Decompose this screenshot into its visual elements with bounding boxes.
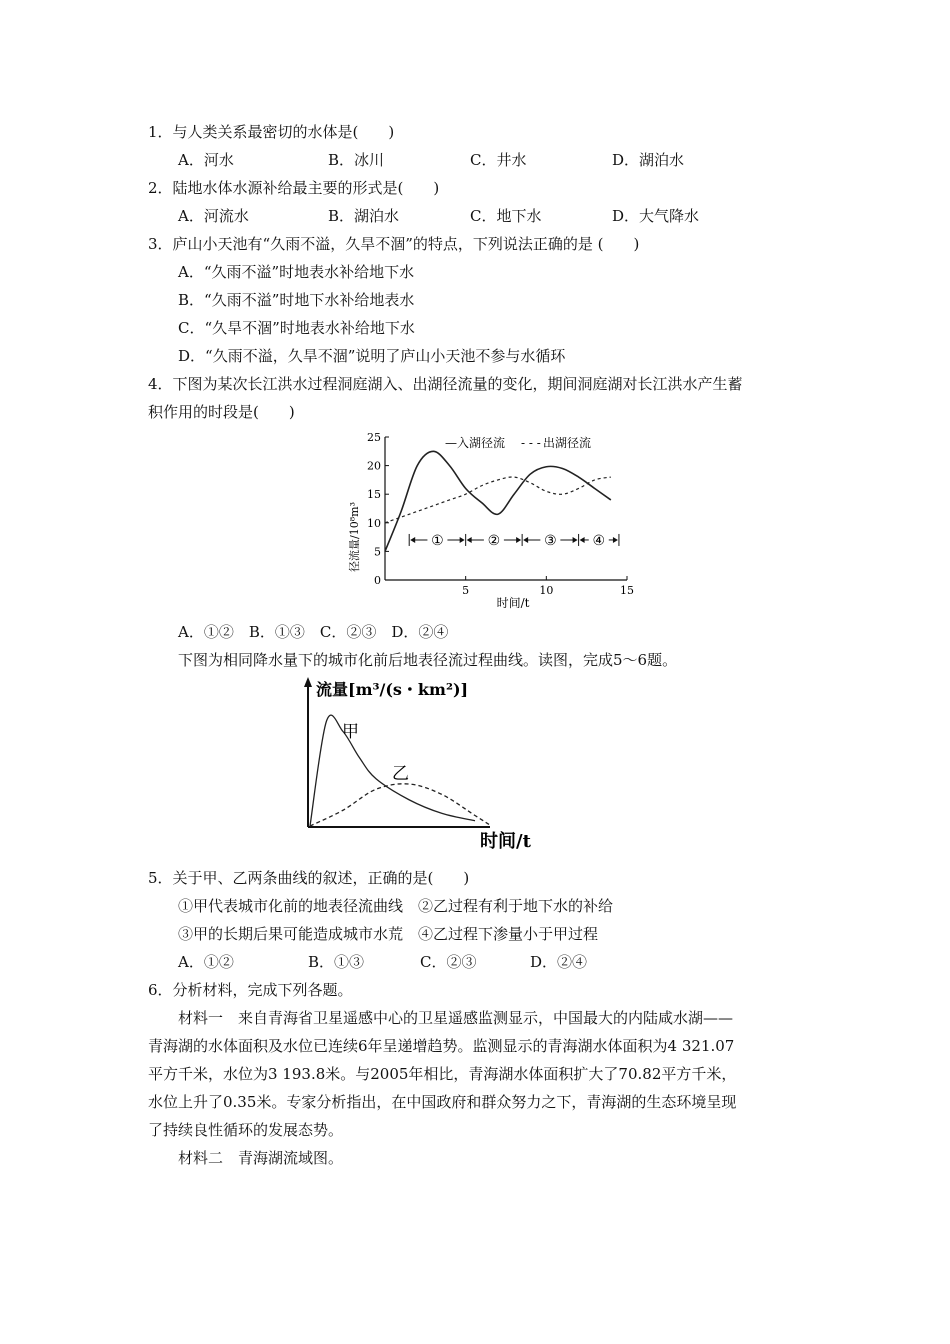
q2-option-a: A．河流水 <box>178 207 249 225</box>
y-tick-label: 25 <box>367 431 381 444</box>
q1-option-b: B．冰川 <box>328 151 385 169</box>
q1-option-c: C．井水 <box>470 151 527 169</box>
q2-option-c: C．地下水 <box>470 207 542 225</box>
y-tick-label: 10 <box>367 516 381 530</box>
x-tick-label: 15 <box>620 584 634 597</box>
material1-line1: 材料一 来自青海省卫星遥感中心的卫星遥感监测显示，中国最大的内陆咸水湖—— <box>178 1009 734 1027</box>
q5-statements-2: ③甲的长期后果可能造成城市水荒 ④乙过程下渗量小于甲过程 <box>178 925 599 943</box>
q4-options: A．①② B．①③ C．②③ D．②④ <box>178 623 449 641</box>
q3-stem: 3．庐山小天池有“久雨不溢，久旱不涸”的特点，下列说法正确的是 ( ) <box>148 235 640 253</box>
period-arrowhead <box>467 537 472 543</box>
q4-stem-line1: 4．下图为某次长江洪水过程洞庭湖入、出湖径流量的变化，期间洞庭湖对长江洪水产生蓄 <box>148 375 743 393</box>
x-tick-label: 5 <box>462 584 470 597</box>
time-axis-label: 时间/t <box>480 831 531 852</box>
legend-inflow: —入湖径流 <box>445 436 506 450</box>
material1-line4: 水位上升了0.35米。专家分析指出，在中国政府和群众努力之下，青海湖的生态环境呈现 <box>148 1093 737 1111</box>
q5-option-a: A．①② <box>178 953 234 971</box>
runoff-chart <box>345 425 645 615</box>
material2: 材料二 青海湖流域图。 <box>178 1149 344 1167</box>
period-label: ④ <box>592 532 606 549</box>
period-arrowhead <box>523 537 528 543</box>
intro-q5-6: 下图为相同降水量下的城市化前后地表径流过程曲线。读图，完成5～6题。 <box>178 651 678 669</box>
q6-stem: 6．分析材料，完成下列各题。 <box>148 981 353 999</box>
q2-stem: 2．陆地水体水源补给最主要的形式是( ) <box>148 179 440 197</box>
period-arrowhead <box>573 537 578 543</box>
legend-outflow: 出湖径流 <box>543 436 592 450</box>
material1-line3: 平方千米，水位为3 193.8米。与2005年相比，青海湖水体面积扩大了70.82平方千米， <box>148 1065 737 1083</box>
period-label: ① <box>431 532 444 549</box>
q5-option-d: D．②④ <box>530 953 588 971</box>
y-tick-label: 20 <box>367 459 381 473</box>
q3-option-a: A．“久雨不溢”时地表水补给地下水 <box>178 263 415 281</box>
period-label: ③ <box>544 532 557 549</box>
period-arrowhead <box>613 537 618 543</box>
q3-option-c: C．“久旱不涸”时地表水补给地下水 <box>178 319 415 337</box>
q1-option-a: A．河水 <box>178 151 234 169</box>
period-arrowhead <box>516 537 521 543</box>
y-axis-arrow <box>304 677 312 687</box>
y-tick-label: 5 <box>374 545 381 559</box>
q1-stem: 1．与人类关系最密切的水体是( ) <box>148 123 395 141</box>
y-axis-label: 径流量/10⁸m³ <box>348 502 361 572</box>
q3-option-b: B．“久雨不溢”时地下水补给地表水 <box>178 291 415 309</box>
x-tick-label: 10 <box>539 584 554 597</box>
yi-curve <box>310 784 492 826</box>
urbanization-runoff-chart <box>290 675 550 855</box>
q5-option-c: C．②③ <box>420 953 477 971</box>
jia-label: 甲 <box>342 722 359 742</box>
period-arrowhead <box>580 537 585 543</box>
yi-label: 乙 <box>392 764 409 784</box>
material1-line5: 了持续良性循环的发展态势。 <box>148 1121 344 1139</box>
q5-option-b: B．①③ <box>308 953 365 971</box>
material1-line2: 青海湖的水体面积及水位已连续6年呈递增趋势。监测显示的青海湖水体面积为4 321.07 <box>148 1037 735 1055</box>
period-arrowhead <box>460 537 465 543</box>
y-tick-label: 15 <box>367 488 381 502</box>
q2-option-b: B．湖泊水 <box>328 207 400 225</box>
legend-outflow-dash: - - - <box>521 436 541 450</box>
q1-option-d: D．湖泊水 <box>612 151 685 169</box>
q4-stem-line2: 积作用的时段是( ) <box>148 403 295 421</box>
q2-option-d: D．大气降水 <box>612 207 700 225</box>
q5-stem: 5．关于甲、乙两条曲线的叙述，正确的是( ) <box>148 869 470 887</box>
y-tick-label: 0 <box>374 574 381 587</box>
period-label: ② <box>487 532 501 549</box>
period-arrowhead <box>410 537 415 543</box>
flow-axis-label: 流量[m³/(s・km²)] <box>316 680 469 699</box>
outflow-series-line <box>385 477 611 523</box>
x-axis-label: 时间/t <box>496 596 530 610</box>
q5-statements-1: ①甲代表城市化前的地表径流曲线 ②乙过程有利于地下水的补给 <box>178 897 614 915</box>
q3-option-d: D．“久雨不溢，久旱不涸”说明了庐山小天池不参与水循环 <box>178 347 566 365</box>
